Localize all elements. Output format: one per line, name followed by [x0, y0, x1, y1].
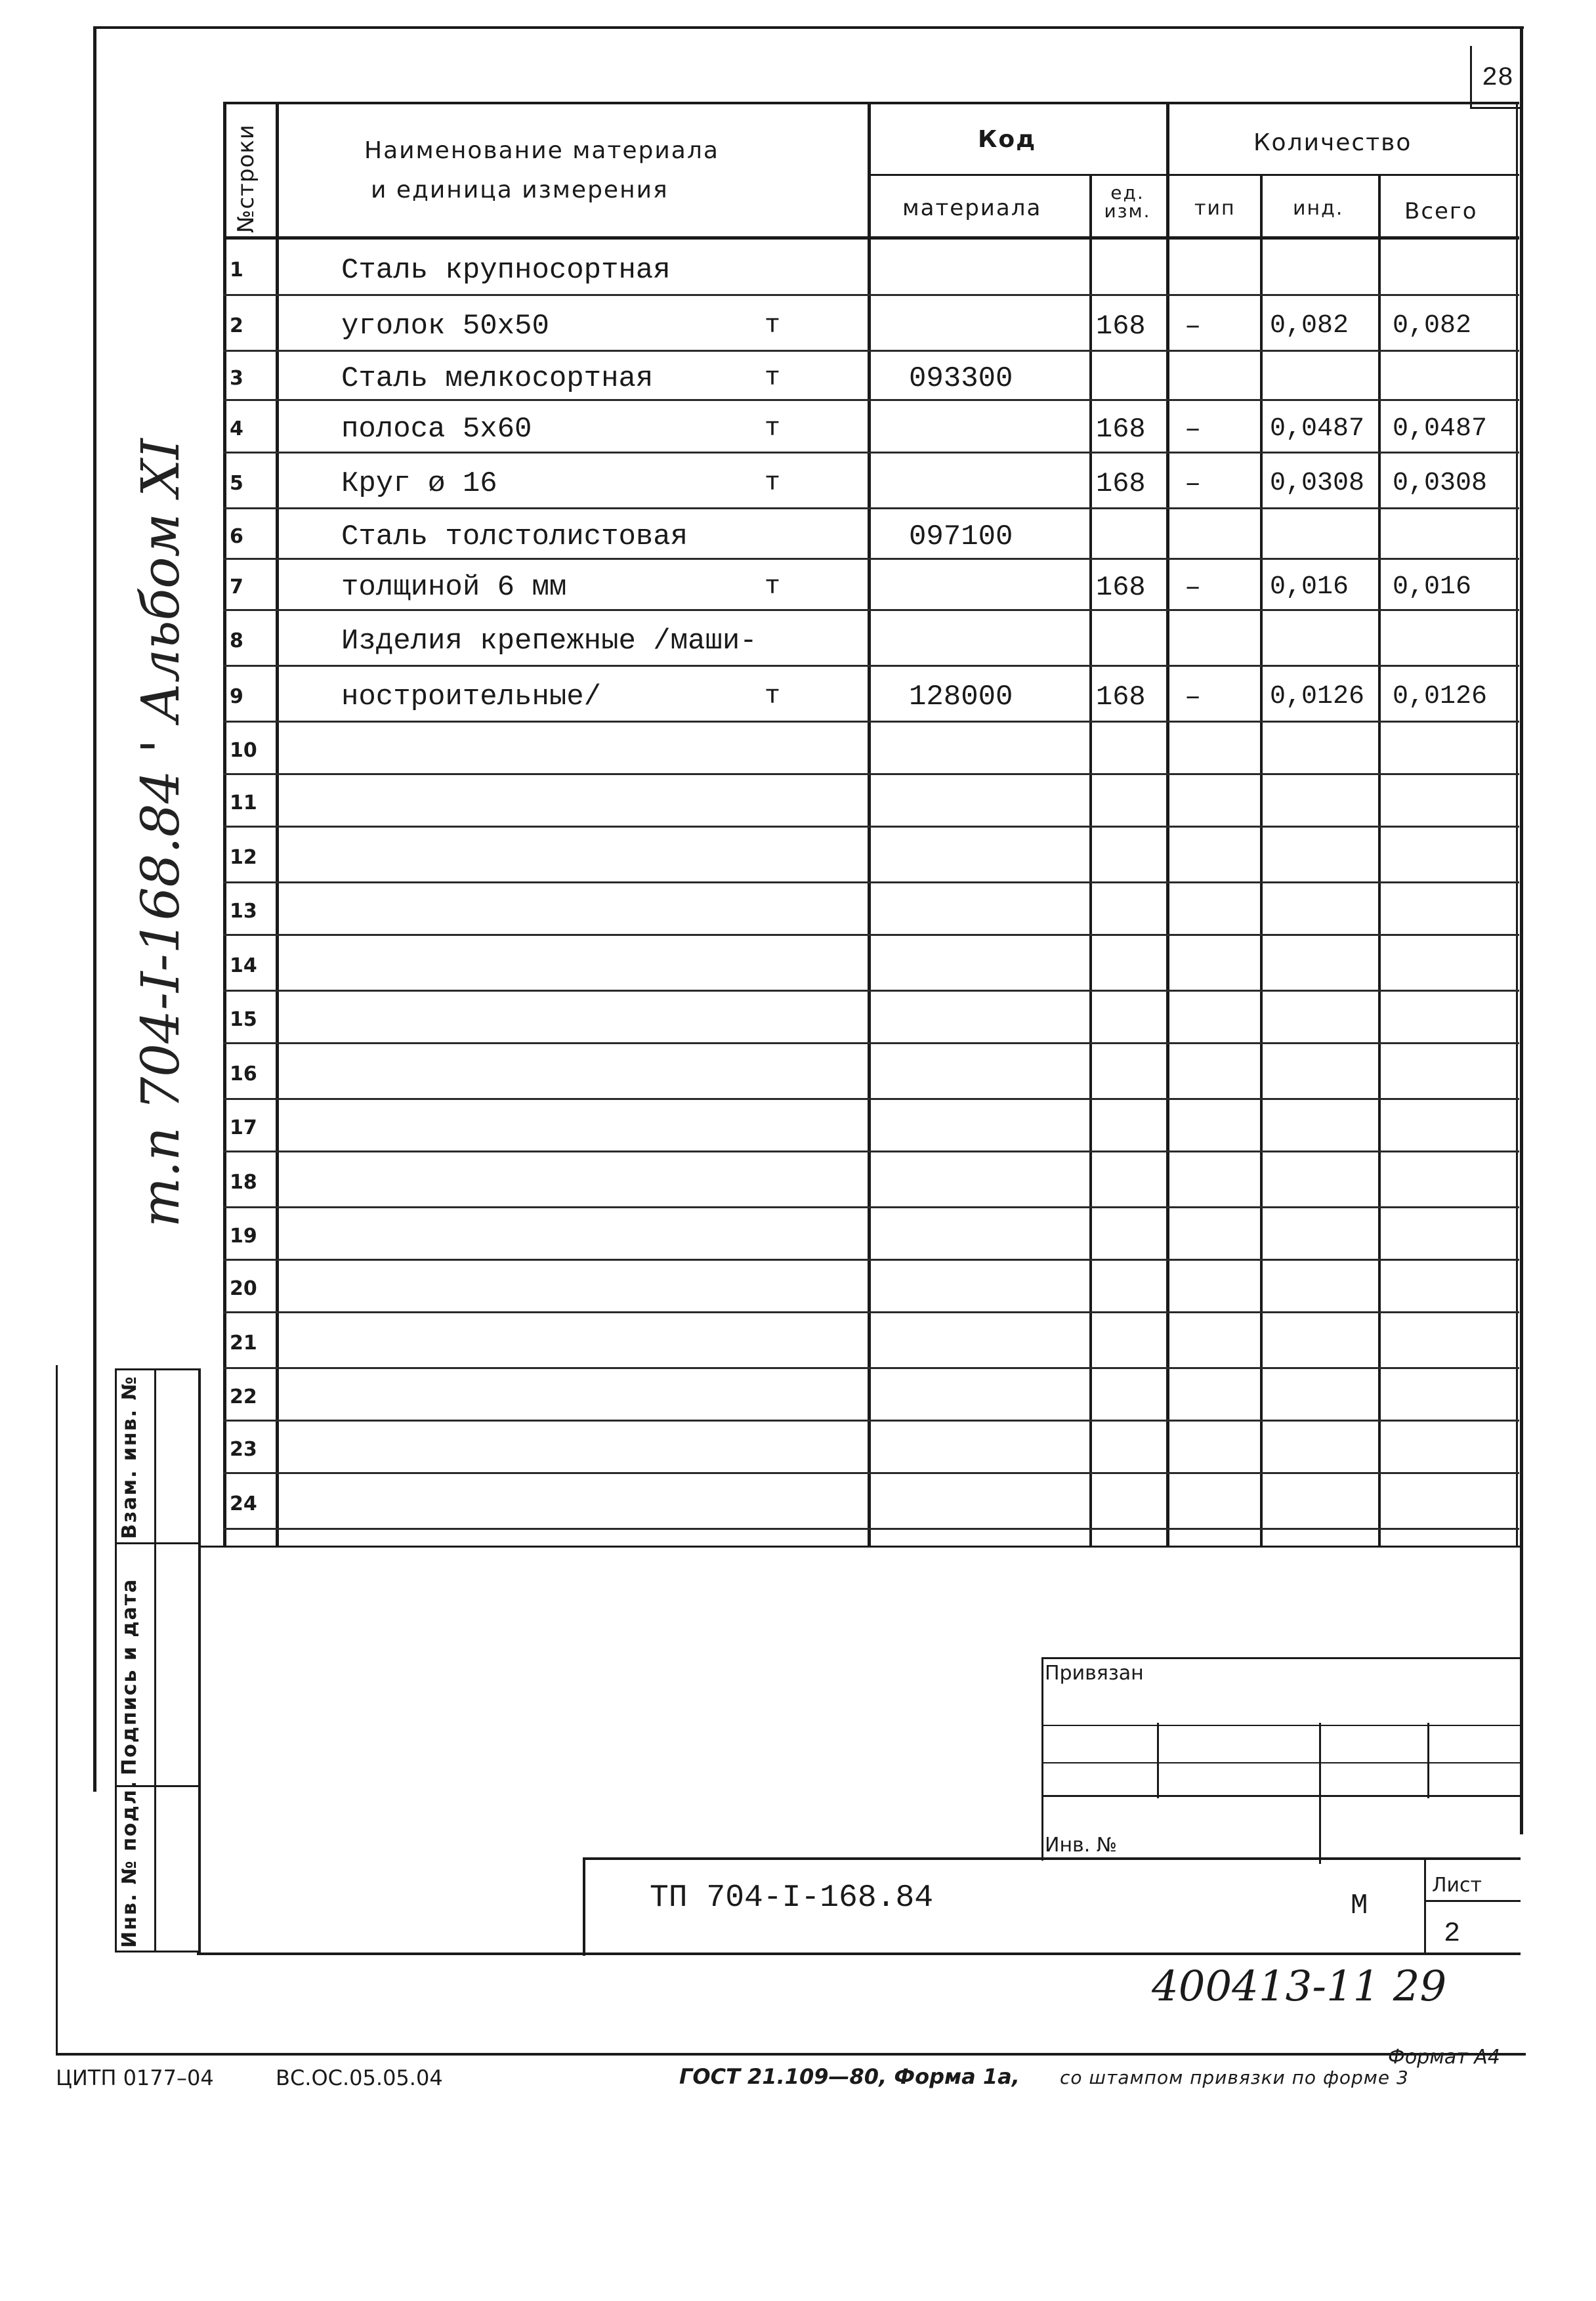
- header-name-line1: Наименование материала: [364, 137, 719, 164]
- cell-tot: 0,082: [1393, 311, 1472, 341]
- row-separator: [223, 1311, 1519, 1313]
- frame-right: [1520, 26, 1523, 1834]
- row-separator: [223, 1042, 1519, 1044]
- cell-tot: 0,0126: [1393, 682, 1488, 711]
- row-number: 9: [230, 685, 243, 708]
- stamp-grid-v3: [1427, 1723, 1429, 1798]
- cell-typ: –: [1185, 468, 1202, 499]
- row-separator: [223, 665, 1519, 667]
- row-separator: [223, 399, 1519, 401]
- title-block-bottom: [197, 1953, 1521, 1955]
- row-number: 24: [230, 1492, 257, 1515]
- row-number: 6: [230, 525, 243, 548]
- row-separator: [223, 773, 1519, 775]
- col-line-5: [1260, 174, 1263, 1546]
- row-separator: [223, 826, 1519, 828]
- header-qty-ind: инд.: [1293, 197, 1344, 220]
- row-number: 10: [230, 739, 257, 762]
- header-code-material: материала: [902, 195, 1042, 221]
- col-line-7: [1516, 102, 1518, 1546]
- header-name-line2: и единица измерения: [371, 177, 669, 203]
- stamp-privyazan-label: Привязан: [1045, 1662, 1144, 1685]
- side-stamp-col: [154, 1368, 156, 1953]
- cell-u: т: [765, 469, 781, 498]
- handwritten-archive-number: 400413-11 29: [1152, 1962, 1447, 2011]
- row-number: 21: [230, 1332, 257, 1355]
- row-separator: [223, 1098, 1519, 1100]
- sheet-corner-number: 28: [1482, 64, 1514, 93]
- cell-ind: 0,0308: [1270, 469, 1365, 498]
- frame-left: [93, 26, 96, 1792]
- corner-box-bottom: [1470, 107, 1522, 109]
- cell-tot: 0,0308: [1393, 469, 1488, 498]
- side-inv-podl-label: Инв. № подл.: [118, 1779, 141, 1948]
- footer-left-code-2: ВС.ОС.05.05.04: [276, 2065, 443, 2090]
- cell-ind: 0,0126: [1270, 682, 1365, 711]
- row-number: 11: [230, 792, 257, 814]
- side-vzam-label: Взам. инв. №: [118, 1375, 141, 1539]
- row-separator: [223, 1420, 1519, 1422]
- stamp-grid-v2: [1319, 1723, 1321, 1864]
- row-number: 4: [230, 417, 243, 440]
- row-separator: [223, 934, 1519, 936]
- side-stamp-top: [115, 1368, 200, 1370]
- row-number: 7: [230, 576, 243, 599]
- row-number: 2: [230, 314, 243, 337]
- row-number: 15: [230, 1008, 257, 1031]
- cell-name: Круг ø 16: [341, 467, 497, 500]
- row-number: 3: [230, 367, 243, 390]
- cell-tot: 0,016: [1393, 572, 1472, 602]
- row-number: 13: [230, 900, 257, 923]
- corner-box-left: [1470, 46, 1472, 108]
- cell-ind: 0,0487: [1270, 414, 1365, 444]
- stamp-grid-v1: [1157, 1723, 1159, 1798]
- title-block-top: [584, 1857, 1521, 1860]
- cell-unit: 168: [1096, 468, 1146, 499]
- row-separator: [223, 507, 1519, 509]
- header-qty-total: Всего: [1404, 198, 1478, 224]
- cell-code: 093300: [909, 362, 1013, 395]
- side-stamp-col2: [198, 1368, 201, 1953]
- row-number: 20: [230, 1277, 257, 1300]
- frame-top: [93, 26, 1524, 29]
- stamp-area-divider: [198, 1546, 1521, 1548]
- row-separator: [223, 1259, 1519, 1261]
- stamp-grid-h2: [1041, 1762, 1521, 1763]
- row-number: 19: [230, 1225, 257, 1248]
- row-separator: [223, 294, 1519, 296]
- header-row-no: №строки: [233, 124, 259, 233]
- col-line-6: [1378, 174, 1381, 1546]
- cell-typ: –: [1185, 413, 1202, 445]
- row-separator: [223, 1150, 1519, 1152]
- cell-typ: –: [1185, 572, 1202, 603]
- cell-u: т: [765, 682, 781, 711]
- cell-name: Сталь толстолистовая: [341, 520, 688, 553]
- stamp-privyazan-top: [1041, 1657, 1521, 1659]
- row-number: 14: [230, 954, 257, 977]
- header-top: [223, 102, 1519, 104]
- cell-name: Сталь мелкосортная: [341, 362, 654, 395]
- title-block-sheet-mid: [1424, 1900, 1521, 1902]
- row-separator: [223, 452, 1519, 454]
- stamp-sheet-label: Лист: [1432, 1874, 1482, 1897]
- frame-left-outer: [56, 1365, 58, 2054]
- cell-u: т: [765, 572, 781, 602]
- cell-name: толщиной 6 мм: [341, 571, 567, 604]
- stamp-sheet-number: 2: [1444, 1918, 1461, 1949]
- row-separator: [223, 1206, 1519, 1208]
- cell-name: полоса 5х60: [341, 413, 532, 446]
- side-stamp-left: [115, 1368, 117, 1953]
- cell-unit: 168: [1096, 572, 1146, 603]
- side-stamp-bottom: [115, 1951, 200, 1953]
- cell-ind: 0,082: [1270, 311, 1349, 341]
- cell-code: 128000: [909, 681, 1013, 713]
- frame-bottom: [56, 2053, 1526, 2056]
- row-separator: [223, 1472, 1519, 1474]
- row-number: 1: [230, 259, 243, 282]
- title-block-sheet-left: [1424, 1857, 1426, 1954]
- cell-unit: 168: [1096, 681, 1146, 713]
- col-line-1: [276, 102, 279, 1546]
- header-mid: [868, 174, 1519, 176]
- side-podpis-label: Подпись и дата: [118, 1578, 141, 1775]
- row-separator: [223, 881, 1519, 883]
- row-number: 22: [230, 1385, 257, 1408]
- handwritten-margin-note: т.п 704-І-168.84 ' Альбом ХІ: [130, 438, 191, 1227]
- col-line-0: [223, 102, 226, 1546]
- side-stamp-sep1: [115, 1542, 200, 1544]
- stamp-designation: ТП 704-І-168.84: [650, 1880, 934, 1916]
- row-number: 17: [230, 1116, 257, 1139]
- stamp-grid-h3: [1041, 1795, 1521, 1797]
- cell-tot: 0,0487: [1393, 414, 1488, 444]
- col-line-4: [1166, 102, 1169, 1546]
- row-number: 16: [230, 1063, 257, 1086]
- row-number: 5: [230, 472, 243, 495]
- row-separator: [223, 990, 1519, 992]
- row-number: 12: [230, 846, 257, 869]
- row-separator: [223, 558, 1519, 560]
- cell-name: Сталь крупносортная: [341, 254, 671, 287]
- row-separator: [223, 721, 1519, 723]
- cell-ind: 0,016: [1270, 572, 1349, 602]
- stamp-grid-h1: [1041, 1725, 1521, 1726]
- cell-typ: –: [1185, 310, 1202, 342]
- row-number: 23: [230, 1438, 257, 1461]
- cell-typ: –: [1185, 681, 1202, 713]
- stamp-stage: М: [1351, 1889, 1368, 1922]
- row-separator: [223, 350, 1519, 352]
- header-qty-type: тип: [1194, 197, 1236, 220]
- row-separator: [223, 1367, 1519, 1369]
- col-line-2: [868, 102, 871, 1546]
- header-quantity: Количество: [1253, 129, 1412, 156]
- col-line-3: [1089, 174, 1092, 1546]
- cell-name: уголок 50х50: [341, 310, 549, 343]
- cell-unit: 168: [1096, 310, 1146, 342]
- cell-unit: 168: [1096, 413, 1146, 445]
- footer-gost-rest: со штампом привязки по форме 3: [1060, 2067, 1409, 2088]
- stamp-inv-no-label: Инв. №: [1045, 1834, 1118, 1857]
- cell-name: ностроительные/: [341, 681, 602, 713]
- cell-u: т: [765, 364, 781, 393]
- title-block-left: [583, 1857, 585, 1956]
- footer-format: Формат А4: [1388, 2046, 1500, 2069]
- row-separator: [223, 1528, 1519, 1530]
- header-code-unit: ед. изм.: [1104, 182, 1151, 222]
- row-separator: [223, 609, 1519, 611]
- header-code: Код: [978, 126, 1037, 153]
- stamp-privyazan-left: [1041, 1657, 1043, 1861]
- cell-u: т: [765, 311, 781, 341]
- footer-left-code: ЦИТП 0177–04: [56, 2065, 214, 2090]
- row-number: 18: [230, 1171, 257, 1194]
- row-number: 8: [230, 629, 243, 652]
- footer-gost: ГОСТ 21.109—80, Форма 1а,: [679, 2064, 1020, 2089]
- cell-code: 097100: [909, 520, 1013, 553]
- cell-u: т: [765, 414, 781, 444]
- cell-name: Изделия крепежные /маши-: [341, 625, 757, 658]
- header-bottom: [223, 236, 1519, 240]
